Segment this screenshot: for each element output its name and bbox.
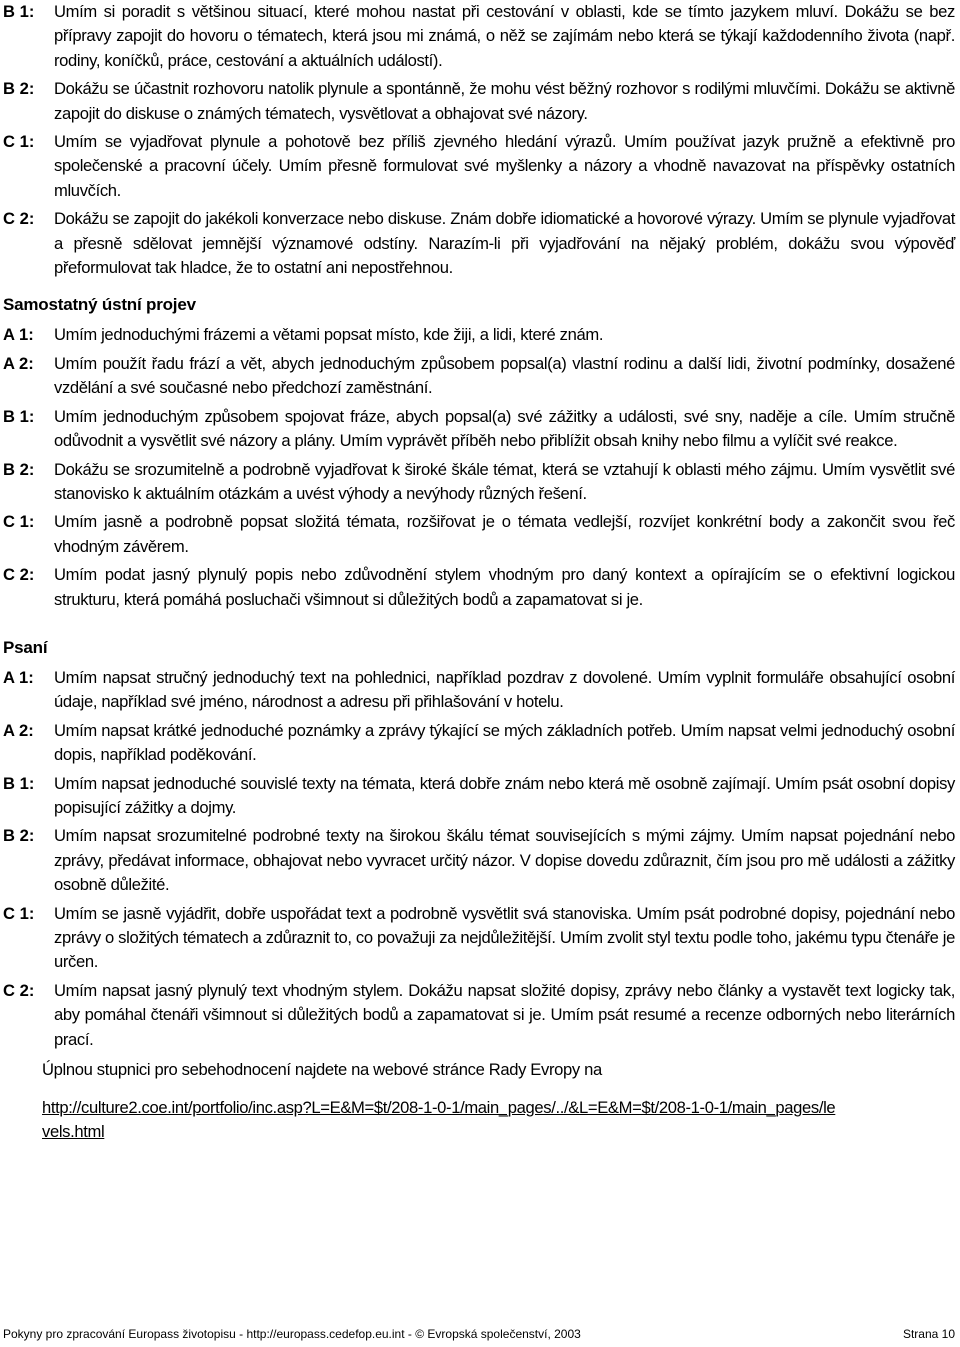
level-description: Umím se jasně vyjádřit, dobře uspořádat text a podrobně vysvětlit svá stanoviska. Umím psát podrobné dopisy, pojednání nebo zprávy o složitých tématech a zdůraznit to, co považuji za nejdůležitější. Umím zvolit styl textu podle toho, jakému typu čtenáře je určen. (54, 903, 956, 972)
level-entry-a1 (3, 323, 955, 347)
level-entry-c1 (3, 510, 955, 559)
speaking-interaction-section (3, 0, 955, 280)
level-entry-b1 (3, 772, 955, 821)
level-entry-b1 (3, 0, 955, 73)
level-label: B 1: (3, 773, 35, 793)
level-label: C 1: (3, 512, 35, 532)
level-description: Umím jednoduchým způsobem spojovat fráze, abych popsal(a) své zážitky a události, své sny, naděje a cíle. Umím stručně odůvodnit a vysvětlit své názory a plány. Umím vyprávět příběh nebo přiblížit obsah knihy nebo filmu a vylíčit své reakce. (54, 406, 955, 451)
level-label: A 1: (3, 667, 34, 687)
footer-text: Pokyny pro zpracování Europass životopisu - http://europass.cedefop.eu.int - © Evropská společenství, 2003 (3, 1327, 581, 1341)
level-description: Dokážu se účastnit rozhovoru natolik plynule a spontánně, že mohu vést běžný rozhovor s rodilými mluvčími. Dokážu se aktivně zapojit do diskuse o známých tématech, vysvětlovat a obhajovat své názory. (54, 79, 955, 123)
level-description: Umím se vyjadřovat plynule a pohotově bez příliš zjevného hledání výrazů. Umím používat jazyk pružně a efektivně pro společenské a pracovní účely. Umím přesně formulovat své myšlenky a názory a vhodně navazovat na příspěvky ostatních mluvčích. (54, 132, 955, 200)
level-description: Umím jednoduchými frázemi a větami popsat místo, kde žiji, a lidi, které znám. (54, 325, 604, 345)
section-heading-writing: Psaní (3, 637, 48, 657)
level-entry-b1 (3, 405, 955, 454)
spoken-production-section (3, 293, 955, 611)
level-entry-a2 (3, 719, 955, 768)
level-description: Umím napsat srozumitelné podrobné texty na širokou škálu témat souvisejících s mými zájmy. Umím napsat pojednání nebo zprávy, předávat informace, obhajovat nebo vyvracet určitý názor. V dopise dovedu zdůraznit, čím jsou pro mě události a zážitky osobně důležité. (54, 826, 955, 895)
level-label: A 2: (3, 720, 34, 740)
level-description: Dokážu se srozumitelně a podrobně vyjadřovat k široké škále témat, která se vztahují k oblasti mého zájmu. Umím vysvětlit své stanovisko k aktuálním otázkám a uvést výhody a nevýhody různých řešení. (54, 459, 955, 503)
level-label: B 1: (3, 406, 35, 426)
section-heading-spoken-production: Samostatný ústní projev (3, 295, 196, 315)
level-entry-c1 (3, 130, 955, 203)
level-entry-a1 (3, 666, 955, 715)
level-entry-a2 (3, 352, 955, 401)
level-entry-b2 (3, 77, 955, 126)
level-entry-c1 (3, 902, 955, 975)
level-entry-b2 (3, 458, 955, 507)
level-label: A 1: (3, 325, 34, 345)
level-entry-c2 (3, 563, 955, 612)
document-content (3, 0, 955, 1145)
level-description: Dokážu se zapojit do jakékoli konverzace nebo diskuse. Znám dobře idiomatické a hovorové výrazy. Umím se plynule vyjadřovat a přesně sdělovat jemnější významové odstíny. Narazím-li při vyjadřování na nějaký problém, dokážu svou výpověď přeformulovat tak hladce, že to ostatní ani nepostřehnou. (54, 209, 955, 278)
page-number: Strana 10 (902, 1327, 955, 1341)
level-description: Umím napsat jasný plynulý text vhodným stylem. Dokážu napsat složité dopisy, zprávy nebo články a vystavět text logicky tak, aby pomáhal čtenáři všimnout si důležitých bodů a zapamatovat si je. Umím psát resumé a recenze odborných nebo literárních prací. (54, 980, 955, 1049)
level-description: Umím napsat jednoduché souvislé texty na témata, která dobře znám nebo která mě osobně zajímají. Umím psát osobní dopisy popisující zážitky a dojmy. (54, 773, 955, 817)
level-label: B 2: (3, 826, 35, 846)
level-label: C 1: (3, 132, 35, 152)
level-description: Umím použít řadu frází a vět, abych jednoduchým způsobem popsal(a) vlastní rodinu a další lidi, životní podmínky, dosažené vzdělání a své současné nebo předchozí zaměstnání. (54, 353, 955, 398)
self-assessment-note: Úplnou stupnici pro sebehodnocení najdete na webové stránce Rady Evropy na (42, 1060, 602, 1080)
level-description: Umím napsat krátké jednoduché poznámky a zprávy týkající se mých základních potřeb. Umím napsat velmi jednoduchý osobní dopis, například poděkování. (54, 720, 955, 765)
level-label: B 1: (3, 2, 35, 21)
level-entry-c2 (3, 207, 955, 280)
level-label: C 2: (3, 209, 35, 229)
level-description: Umím jasně a podrobně popsat složitá témata, rozšiřovat je o témata vedlejší, rozvíjet konkrétní body a zakončit svou řeč vhodným závěrem. (54, 512, 955, 556)
level-label: C 2: (3, 980, 35, 1000)
level-entry-c2 (3, 979, 955, 1052)
page-footer (3, 1327, 955, 1341)
level-label: B 2: (3, 79, 35, 99)
level-description: Umím podat jasný plynulý popis nebo zdůvodnění stylem vhodným pro daný kontext a opírajícím se o efektivní logickou strukturu, která pomáhá posluchači všimnout si důležitých bodů a zapamatovat si je. (54, 565, 955, 609)
council-of-europe-link[interactable]: http://culture2.coe.int/portfolio/inc.asp?L=E&M=$t/208-1-0-1/main_pages/../&L=E&M=$t/208-1-0-1/main_pages/levels.html (42, 1098, 836, 1142)
writing-section (3, 636, 955, 1052)
level-label: A 2: (3, 353, 34, 373)
level-label: C 1: (3, 903, 35, 923)
level-label: C 2: (3, 565, 35, 585)
level-entry-b2 (3, 824, 955, 897)
level-description: Umím napsat stručný jednoduchý text na pohlednici, například pozdrav z dovolené. Umím vyplnit formuláře obsahující osobní údaje, například své jméno, národnost a adresu při přihlašování v hotelu. (54, 667, 955, 712)
level-description: Umím si poradit s většinou situací, které mohou nastat při cestování v oblasti, kde se tímto jazykem mluví. Dokážu se bez přípravy zapojit do hovoru o tématech, která jsou mi známá, o něž se zajímám nebo která se týkají každodenního života (např. rodiny, koníčků, práce, cestování a aktuálních událostí). (54, 2, 955, 70)
level-label: B 2: (3, 459, 35, 479)
